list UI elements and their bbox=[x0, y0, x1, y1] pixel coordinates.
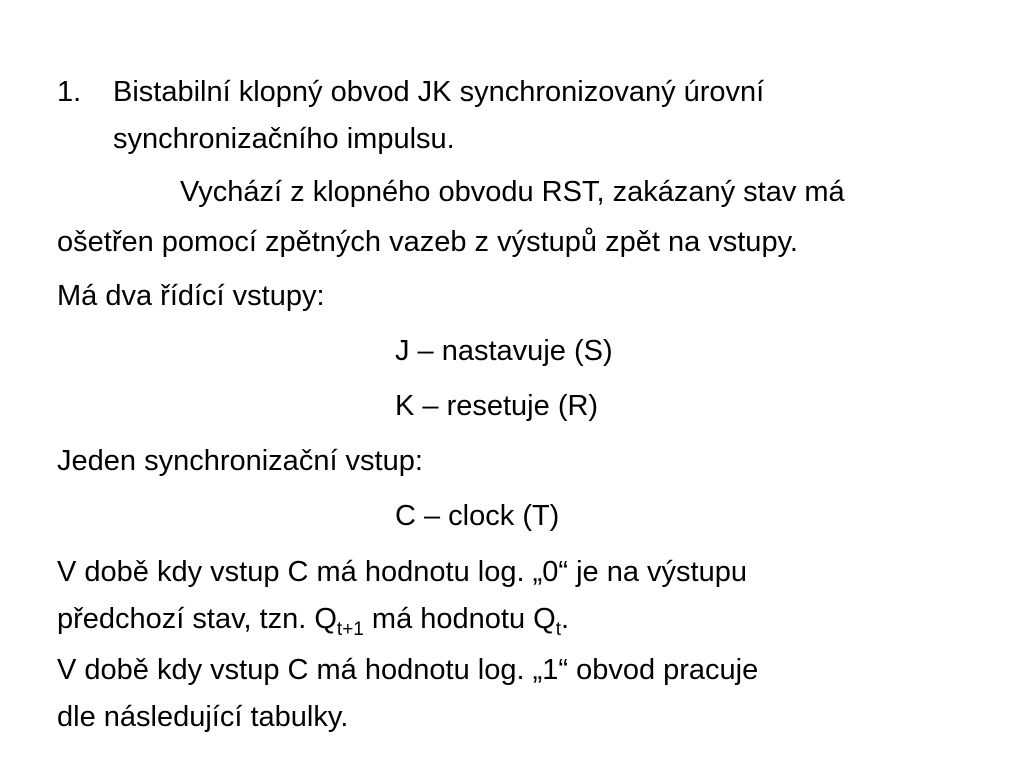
item1-line1: Bistabilní klopný obvod JK synchronizovaný úrovní bbox=[113, 76, 765, 108]
input-j: J – nastavuje (S) bbox=[395, 335, 613, 367]
para1-line1: Vychází z klopného obvodu RST, zakázaný stav má bbox=[180, 176, 845, 208]
sync-c: C – clock (T) bbox=[395, 500, 560, 532]
para2-line1: V době kdy vstup C má hodnotu log. „0“ je na výstupu bbox=[57, 556, 747, 588]
para1-line2: ošetřen pomocí zpětných vazeb z výstupů zpět na vstupy. bbox=[57, 226, 798, 258]
para3-line2: dle následující tabulky. bbox=[57, 701, 349, 733]
para2-mid: má hodnotu Q bbox=[363, 603, 556, 635]
sync-heading: Jeden synchronizační vstup: bbox=[57, 445, 423, 477]
inputs-heading: Má dva řídící vstupy: bbox=[57, 280, 325, 312]
subscript-t-plus-1: t+1 bbox=[336, 619, 364, 640]
para2-line2 bbox=[57, 601, 570, 640]
para3-line1: V době kdy vstup C má hodnotu log. „1“ obvod pracuje bbox=[57, 654, 759, 686]
subscript-t: t bbox=[555, 619, 561, 640]
item1-line2: synchronizačního impulsu. bbox=[113, 123, 455, 155]
list-number: 1. bbox=[57, 76, 82, 108]
input-k: K – resetuje (R) bbox=[395, 390, 599, 422]
para2-prefix: předchozí stav, tzn. Q bbox=[57, 603, 337, 635]
para2-end: . bbox=[561, 603, 570, 635]
